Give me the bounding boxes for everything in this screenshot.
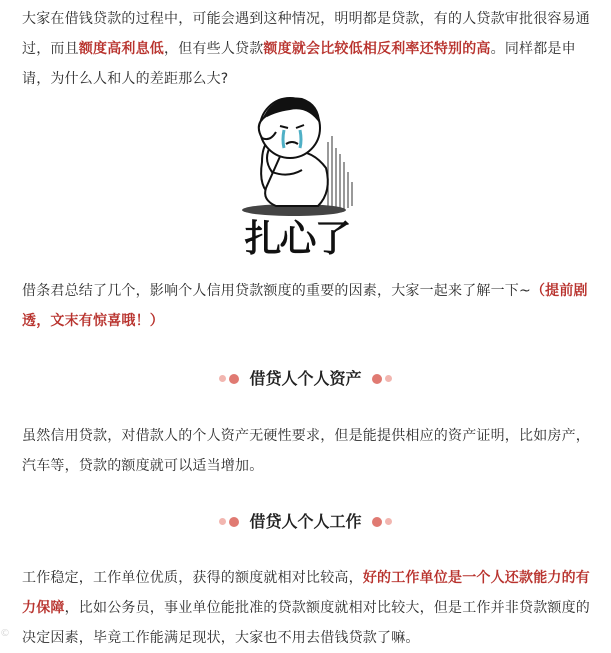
- paragraph-text: ，但有些人贷款: [164, 41, 264, 57]
- decor-dots-left: [219, 517, 239, 527]
- assets-paragraph: [22, 421, 590, 481]
- decor-dots-left: [219, 374, 239, 384]
- paragraph-text: 大家在借钱贷款的过程中，可能会遇到这种情况，明明都是贷款，有的人贷款审批很容易通过，而且: [22, 11, 590, 57]
- summary-paragraph: [22, 276, 590, 336]
- decor-dots-right: [372, 517, 392, 527]
- work-paragraph: [22, 563, 590, 653]
- meme-image: [232, 92, 362, 264]
- sad-man-sitting-icon: [232, 92, 362, 217]
- section-title-text: 借贷人个人资产: [249, 368, 362, 388]
- paragraph-text: 借条君总结了几个，影响个人信用贷款额度的重要的因素，大家一起来了解一下~: [22, 283, 531, 299]
- highlighted-text: 好的工作单位是一个人还款能力的有力保障: [22, 570, 591, 616]
- highlighted-text: 额度高利息低: [78, 41, 165, 57]
- highlighted-text: （提前剧透，文末有惊喜哦！）: [22, 283, 588, 329]
- intro-paragraph: [22, 4, 590, 94]
- paragraph-text: 工作稳定，工作单位优质，获得的额度就相对比较高，: [22, 570, 363, 586]
- highlighted-text: 额度就会比较低相反利率还特别的高: [263, 41, 491, 57]
- watermark: ©: [0, 628, 10, 639]
- paragraph-text: 。同样都是申请，为什么人和人的差距那么大?: [22, 41, 576, 87]
- paragraph-text: ，比如公务员，事业单位能批准的贷款额度就相对比较大，但是工作并非贷款额度的决定因素，毕竟工作能满足现状，大家也不用去借钱贷款了嘛。: [22, 600, 591, 646]
- section-title-text: 借贷人个人工作: [249, 511, 362, 531]
- section-title-personal-work: [0, 508, 611, 532]
- paragraph-text: 虽然信用贷款，对借款人的个人资产无硬性要求，但是能提供相应的资产证明，比如房产，汽车等，贷款的额度就可以适当增加。: [22, 428, 590, 474]
- section-title-personal-assets: [0, 365, 611, 389]
- decor-dots-right: [372, 374, 392, 384]
- meme-caption: 扎心了: [244, 217, 350, 260]
